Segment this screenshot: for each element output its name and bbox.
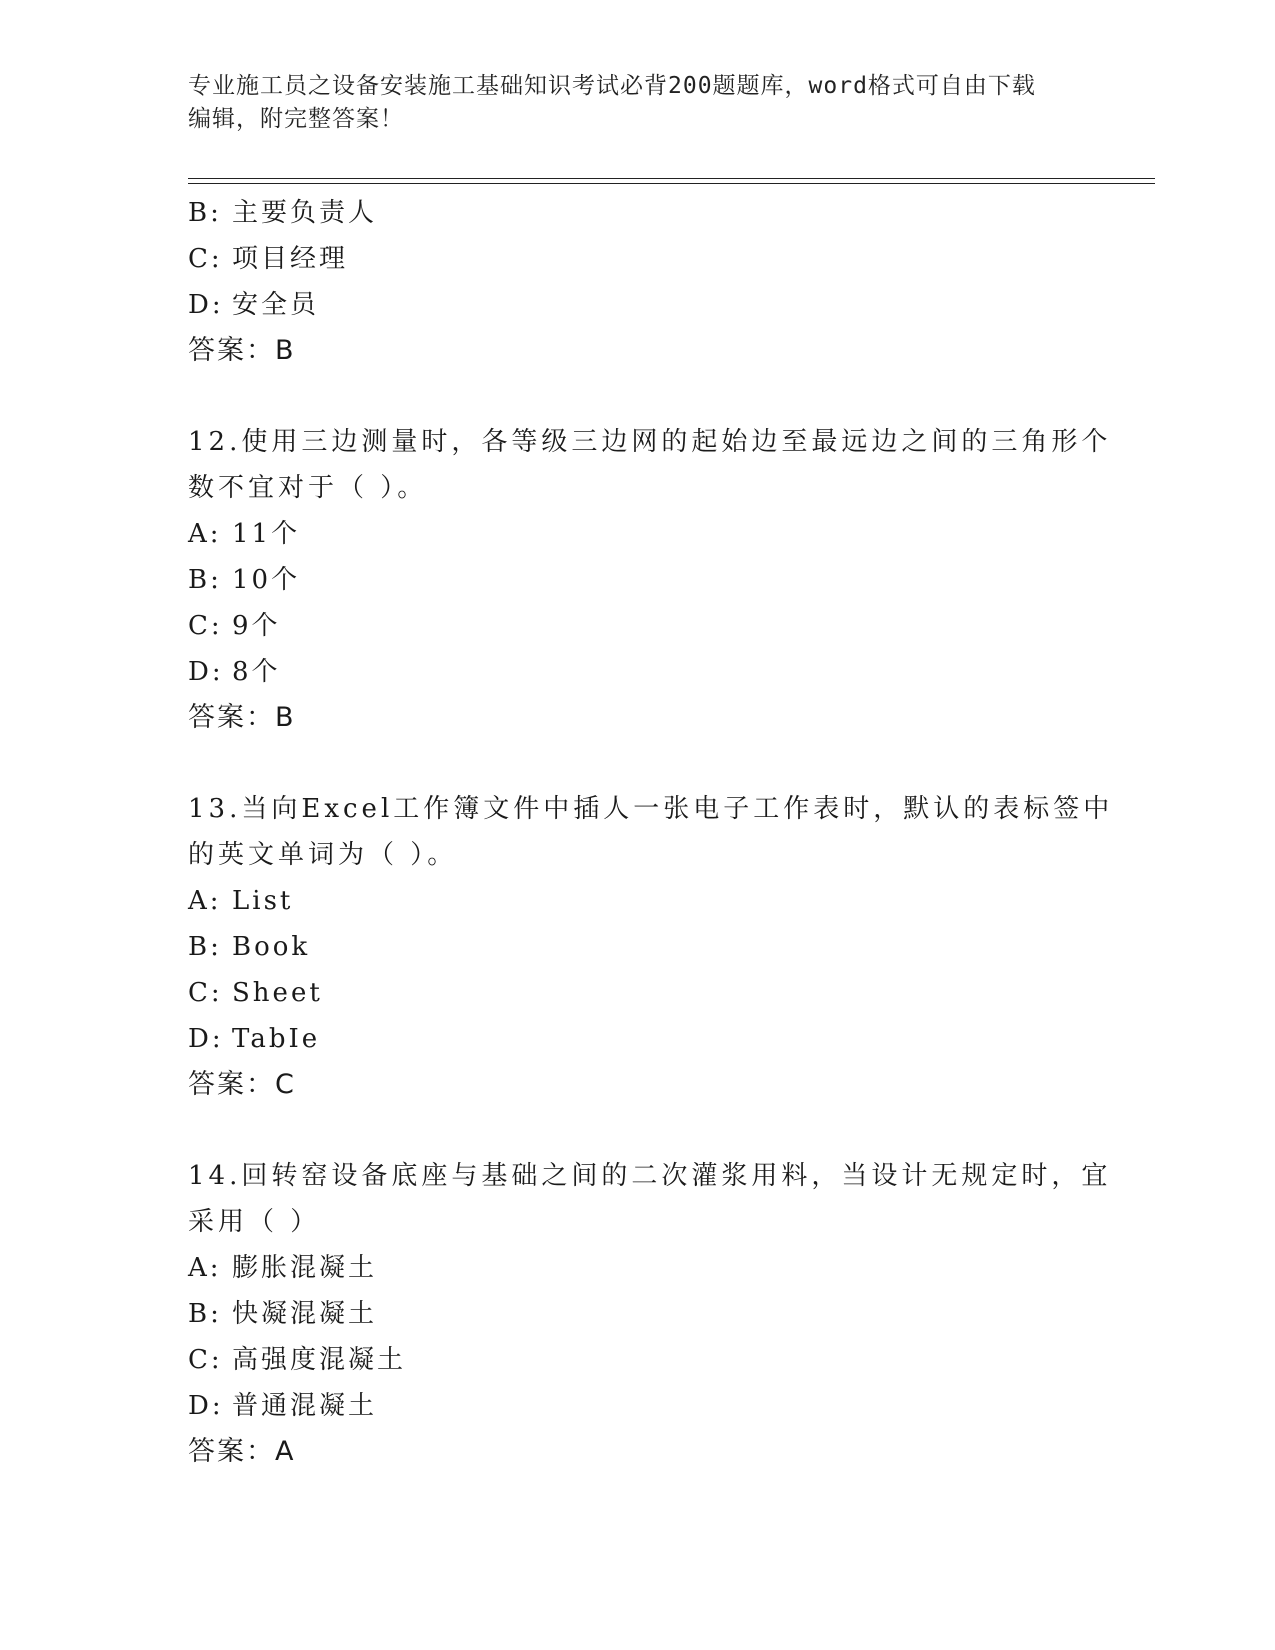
option-c [188,1337,1088,1383]
question-stem-line-1: 13.当向Excel工作簿文件中插人一张电子工作表时，默认的表标签中 [188,794,1114,824]
option-letter: D: [188,1024,224,1054]
option-text: 膨胀混凝土 [232,1253,378,1283]
question-stem-line-2: 的英文单词为（ ）。 [188,840,458,870]
option-b [188,1291,1088,1337]
option-b [188,924,1088,970]
option-text: 高强度混凝土 [232,1345,407,1375]
option-letter: B: [188,198,222,228]
option-letter: C: [188,611,223,641]
option-letter: B: [188,1299,222,1329]
option-text: 主要负责人 [232,198,378,228]
spacer [188,741,1088,786]
option-c [188,970,1088,1016]
option-letter: C: [188,1345,223,1375]
header-divider-bottom [188,183,1155,184]
option-b [188,190,1088,236]
option-letter: B: [188,932,222,962]
option-text: 9个 [232,611,281,641]
option-text: Sheet [232,978,323,1008]
question-stem-line-2: 数不宜对于（ ）。 [188,473,428,503]
option-text: 快凝混凝土 [232,1299,378,1329]
question-14 [188,1153,1112,1475]
option-d [188,1383,1088,1429]
option-letter: A: [188,519,222,549]
option-d [188,649,1088,695]
question-content [188,190,1114,1475]
option-b [188,557,1088,603]
option-c [188,603,1088,649]
question-stem-line-2: 采用（ ） [188,1207,321,1237]
option-c [188,236,1088,282]
spacer [188,1108,1088,1153]
question-stem-line-1: 14.回转窑设备底座与基础之间的二次灌浆用料，当设计无规定时，宜 [188,1161,1112,1191]
answer-line: 答案：C [188,1069,296,1100]
option-letter: D: [188,1391,224,1421]
option-letter: D: [188,657,224,687]
option-d [188,282,1088,328]
option-text: 8个 [232,657,281,687]
option-text: 11个 [232,519,301,549]
option-text: Book [232,932,311,962]
answer-line: 答案：B [188,335,296,366]
question-stem-line-1: 12.使用三边测量时，各等级三边网的起始边至最远边之间的三角形个 [188,427,1112,457]
option-letter: A: [188,886,222,916]
option-text: List [232,886,294,916]
document-header [188,70,1068,136]
option-text: 项目经理 [232,244,349,274]
option-a [188,1245,1088,1291]
option-a [188,878,1088,924]
option-letter: C: [188,244,223,274]
question-13 [188,786,1114,1108]
option-text: 10个 [232,565,301,595]
question-12 [188,419,1112,741]
option-text: 安全员 [232,290,320,320]
option-letter: B: [188,565,222,595]
spacer [188,374,1088,419]
option-text: 普通混凝土 [232,1391,378,1421]
header-title-line-2: 编辑，附完整答案！ [188,106,404,132]
option-text: TabIe [232,1024,321,1054]
answer-line: 答案：A [188,1436,296,1467]
answer-line: 答案：B [188,702,296,733]
option-d [188,1016,1088,1062]
question-11-continued [188,190,1088,374]
option-letter: C: [188,978,223,1008]
option-letter: D: [188,290,224,320]
option-letter: A: [188,1253,222,1283]
header-title-line-1: 专业施工员之设备安装施工基础知识考试必背200题题库，word格式可自由下载 [188,73,1036,99]
option-a [188,511,1088,557]
header-divider-top [188,178,1155,179]
